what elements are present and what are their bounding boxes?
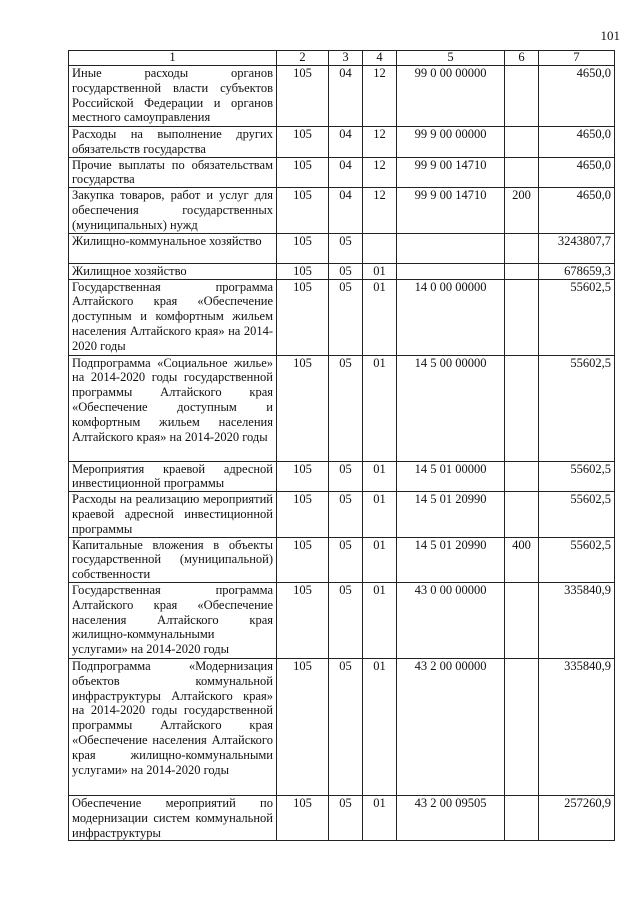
row-code-2: 105 xyxy=(277,658,329,795)
budget-table xyxy=(68,50,615,841)
row-code-4: 01 xyxy=(363,461,397,492)
table-header xyxy=(69,51,615,66)
row-code-6 xyxy=(505,492,539,537)
table-row xyxy=(69,157,615,188)
row-code-4: 01 xyxy=(363,795,397,840)
row-code-2: 105 xyxy=(277,355,329,461)
row-code-5: 43 2 00 00000 xyxy=(397,658,505,795)
header-col-4: 4 xyxy=(363,51,397,66)
row-code-3: 05 xyxy=(329,582,363,658)
row-code-2: 105 xyxy=(277,127,329,158)
row-code-2: 105 xyxy=(277,66,329,127)
row-code-4: 12 xyxy=(363,127,397,158)
table-row xyxy=(69,188,615,233)
row-code-4 xyxy=(363,233,397,263)
row-code-6 xyxy=(505,658,539,795)
row-amount: 335840,9 xyxy=(539,582,615,658)
row-code-5: 99 9 00 00000 xyxy=(397,127,505,158)
row-amount: 55602,5 xyxy=(539,355,615,461)
row-name: Расходы на реализацию мероприятий краевой адресной инвестиционной программы xyxy=(69,492,277,537)
row-code-6 xyxy=(505,263,539,279)
row-code-5: 43 2 00 09505 xyxy=(397,795,505,840)
header-col-5: 5 xyxy=(397,51,505,66)
row-code-6 xyxy=(505,157,539,188)
row-amount: 55602,5 xyxy=(539,279,615,355)
row-code-3: 05 xyxy=(329,279,363,355)
row-code-5: 14 5 01 20990 xyxy=(397,537,505,582)
row-code-6: 200 xyxy=(505,188,539,233)
row-name: Государственная программа Алтайского края «Обеспечение населения Алтайского края жилищно-коммунальными услугами» на 2014-2020 годы xyxy=(69,582,277,658)
row-code-3: 04 xyxy=(329,188,363,233)
row-code-2: 105 xyxy=(277,795,329,840)
row-code-4: 12 xyxy=(363,188,397,233)
header-col-6: 6 xyxy=(505,51,539,66)
table-row xyxy=(69,537,615,582)
row-code-4: 01 xyxy=(363,658,397,795)
row-code-6 xyxy=(505,461,539,492)
page-number: 101 xyxy=(600,28,620,43)
row-code-6 xyxy=(505,795,539,840)
row-amount: 55602,5 xyxy=(539,537,615,582)
row-amount: 55602,5 xyxy=(539,492,615,537)
row-code-6 xyxy=(505,127,539,158)
row-code-5: 14 0 00 00000 xyxy=(397,279,505,355)
row-code-5: 14 5 00 00000 xyxy=(397,355,505,461)
table-row xyxy=(69,582,615,658)
row-name: Прочие выплаты по обязательствам государства xyxy=(69,157,277,188)
row-name: Капитальные вложения в объекты государственной (муниципальной) собственности xyxy=(69,537,277,582)
row-code-2: 105 xyxy=(277,188,329,233)
row-code-3: 05 xyxy=(329,461,363,492)
row-amount: 4650,0 xyxy=(539,188,615,233)
row-code-5: 43 0 00 00000 xyxy=(397,582,505,658)
row-code-4: 01 xyxy=(363,492,397,537)
row-amount: 4650,0 xyxy=(539,127,615,158)
table-row xyxy=(69,263,615,279)
row-amount: 4650,0 xyxy=(539,157,615,188)
table-body xyxy=(69,66,615,841)
row-code-6 xyxy=(505,279,539,355)
row-code-6 xyxy=(505,582,539,658)
header-col-7: 7 xyxy=(539,51,615,66)
row-code-2: 105 xyxy=(277,279,329,355)
table-row xyxy=(69,492,615,537)
row-code-5 xyxy=(397,233,505,263)
table-row xyxy=(69,233,615,263)
row-code-5: 14 5 01 20990 xyxy=(397,492,505,537)
row-code-2: 105 xyxy=(277,582,329,658)
row-code-3: 05 xyxy=(329,492,363,537)
row-code-5: 99 0 00 00000 xyxy=(397,66,505,127)
row-code-3: 05 xyxy=(329,233,363,263)
row-name: Иные расходы органов государственной власти субъектов Российской Федерации и органов местного самоуправления xyxy=(69,66,277,127)
row-code-4: 12 xyxy=(363,157,397,188)
row-code-4: 01 xyxy=(363,537,397,582)
row-code-5: 99 9 00 14710 xyxy=(397,157,505,188)
row-name: Расходы на выполнение других обязательств государства xyxy=(69,127,277,158)
row-code-6 xyxy=(505,66,539,127)
header-col-2: 2 xyxy=(277,51,329,66)
row-code-3: 05 xyxy=(329,537,363,582)
table-row xyxy=(69,66,615,127)
table-row xyxy=(69,658,615,795)
row-amount: 678659,3 xyxy=(539,263,615,279)
row-code-2: 105 xyxy=(277,263,329,279)
row-code-4: 01 xyxy=(363,582,397,658)
header-col-3: 3 xyxy=(329,51,363,66)
row-amount: 3243807,7 xyxy=(539,233,615,263)
row-code-2: 105 xyxy=(277,492,329,537)
row-name: Подпрограмма «Социальное жилье» на 2014-2020 годы государственной программы Алтайского края «Обеспечение доступным и комфортным жильем населения Алтайского края» на 2014-2020 годы xyxy=(69,355,277,461)
table-row xyxy=(69,461,615,492)
row-code-5: 99 9 00 14710 xyxy=(397,188,505,233)
row-amount: 4650,0 xyxy=(539,66,615,127)
row-code-3: 05 xyxy=(329,263,363,279)
row-name: Мероприятия краевой адресной инвестиционной программы xyxy=(69,461,277,492)
header-col-1: 1 xyxy=(69,51,277,66)
row-code-2: 105 xyxy=(277,461,329,492)
row-name: Подпрограмма «Модернизация объектов коммунальной инфраструктуры Алтайского края» на 2014-2020 годы государственной программы Алтайского края «Обеспечение населения Алтайского края жилищно-коммунальными услугами» на 2014-2020 годы xyxy=(69,658,277,795)
row-code-3: 05 xyxy=(329,795,363,840)
row-name: Закупка товаров, работ и услуг для обеспечения государственных (муниципальных) нужд xyxy=(69,188,277,233)
row-code-3: 05 xyxy=(329,658,363,795)
table-row xyxy=(69,127,615,158)
row-code-3: 04 xyxy=(329,157,363,188)
row-name: Обеспечение мероприятий по модернизации систем коммунальной инфраструктуры xyxy=(69,795,277,840)
row-code-2: 105 xyxy=(277,157,329,188)
row-code-3: 05 xyxy=(329,355,363,461)
row-name: Жилищно-коммунальное хозяйство xyxy=(69,233,277,263)
table-row xyxy=(69,795,615,840)
table-row xyxy=(69,279,615,355)
row-amount: 257260,9 xyxy=(539,795,615,840)
row-code-6 xyxy=(505,355,539,461)
row-name: Государственная программа Алтайского края «Обеспечение доступным и комфортным жильем населения Алтайского края» на 2014-2020 годы xyxy=(69,279,277,355)
row-code-3: 04 xyxy=(329,127,363,158)
row-code-4: 01 xyxy=(363,263,397,279)
row-code-2: 105 xyxy=(277,233,329,263)
row-name: Жилищное хозяйство xyxy=(69,263,277,279)
row-amount: 335840,9 xyxy=(539,658,615,795)
row-code-5 xyxy=(397,263,505,279)
row-amount: 55602,5 xyxy=(539,461,615,492)
row-code-4: 12 xyxy=(363,66,397,127)
row-code-4: 01 xyxy=(363,279,397,355)
row-code-4: 01 xyxy=(363,355,397,461)
row-code-3: 04 xyxy=(329,66,363,127)
row-code-2: 105 xyxy=(277,537,329,582)
row-code-5: 14 5 01 00000 xyxy=(397,461,505,492)
row-code-6: 400 xyxy=(505,537,539,582)
row-code-6 xyxy=(505,233,539,263)
table-row xyxy=(69,355,615,461)
